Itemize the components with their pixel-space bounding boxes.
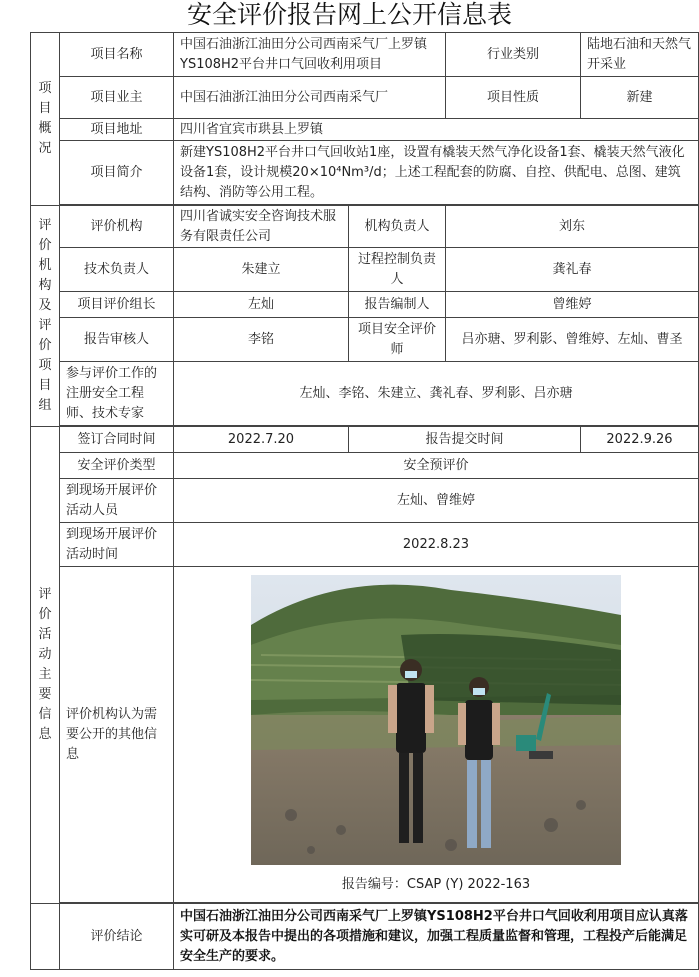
nature-value: 新建: [581, 77, 699, 119]
intro-value: 新建YS108H2平台井口气回收站1座，设置有橇装天然气净化设备1套、橇装天然气液化设备1套，设计规模20×10⁴Nm³/d；上述工程配套的防腐、自控、供配电、总图、建筑结构、消防等公用工程。: [174, 141, 699, 205]
agency-value: 四川省诚实安全咨询技术服务有限责任公司: [174, 206, 349, 248]
conclusion-label: 评价结论: [60, 904, 174, 970]
project-name-value: 中国石油浙江油田分公司西南采气厂上罗镇YS108H2平台井口气回收利用项目: [174, 33, 446, 77]
project-name-label: 项目名称: [60, 33, 174, 77]
owner-value: 中国石油浙江油田分公司西南采气厂: [174, 77, 446, 119]
time-value: 2022.8.23: [174, 523, 699, 567]
tech-value: 朱建立: [174, 248, 349, 292]
submit-date: 2022.9.26: [581, 427, 699, 453]
head-value: 刘东: [446, 206, 699, 248]
reviewer-value: 李铭: [174, 318, 349, 362]
nature-label: 项目性质: [446, 77, 581, 119]
staff-label: 到现场开展评价活动人员: [60, 479, 174, 523]
contract-label: 签订合同时间: [60, 427, 174, 453]
agency-label: 评价机构: [60, 206, 174, 248]
section-overview-label: 项 目 概 况: [31, 33, 60, 206]
section-activity-label: 评 价 活 动 主 要 信 息: [31, 427, 60, 904]
contract-date: 2022.7.20: [174, 427, 349, 453]
info-table: [30, 32, 699, 970]
address-value: 四川省宜宾市珙县上罗镇: [174, 119, 699, 141]
owner-label: 项目业主: [60, 77, 174, 119]
intro-label: 项目简介: [60, 141, 174, 205]
tech-label: 技术负责人: [60, 248, 174, 292]
leader-value: 左灿: [174, 292, 349, 318]
reviewer-label: 报告审核人: [60, 318, 174, 362]
assessors-value: 吕亦瑭、罗利影、曾维婷、左灿、曹圣: [446, 318, 699, 362]
writer-label: 报告编制人: [349, 292, 446, 318]
staff-value: 左灿、曾维婷: [174, 479, 699, 523]
submit-label: 报告提交时间: [349, 427, 581, 453]
industry-label: 行业类别: [446, 33, 581, 77]
writer-value: 曾维婷: [446, 292, 699, 318]
public-info-label: 评价机构认为需要公开的其他信息: [60, 567, 174, 903]
experts-value: 左灿、李铭、朱建立、龚礼春、罗利影、吕亦瑭: [174, 362, 699, 426]
experts-label: 参与评价工作的注册安全工程师、技术专家: [60, 362, 174, 426]
process-label: 过程控制负责人: [349, 248, 446, 292]
public-info-cell: [174, 567, 699, 903]
type-value: 安全预评价: [174, 453, 699, 479]
head-label: 机构负责人: [349, 206, 446, 248]
industry-value: 陆地石油和天然气开采业: [581, 33, 699, 77]
process-value: 龚礼春: [446, 248, 699, 292]
site-photo: [251, 575, 621, 865]
section-org-label: 评 价 机 构 及 评 价 项 目 组: [31, 206, 60, 427]
address-label: 项目地址: [60, 119, 174, 141]
type-label: 安全评价类型: [60, 453, 174, 479]
conclusion-text: 中国石油浙江油田分公司西南采气厂上罗镇YS108H2平台井口气回收利用项目应认真落实可研及本报告中提出的各项措施和建议，加强工程质量监督和管理，工程投产后能满足安全生产的要求。: [174, 904, 699, 970]
leader-label: 项目评价组长: [60, 292, 174, 318]
report-number: 报告编号：CSAP (Y) 2022-163: [341, 876, 531, 892]
time-label: 到现场开展评价活动时间: [60, 523, 174, 567]
page-title: 安全评价报告网上公开信息表: [186, 0, 512, 29]
assessors-label: 项目安全评价师: [349, 318, 446, 362]
